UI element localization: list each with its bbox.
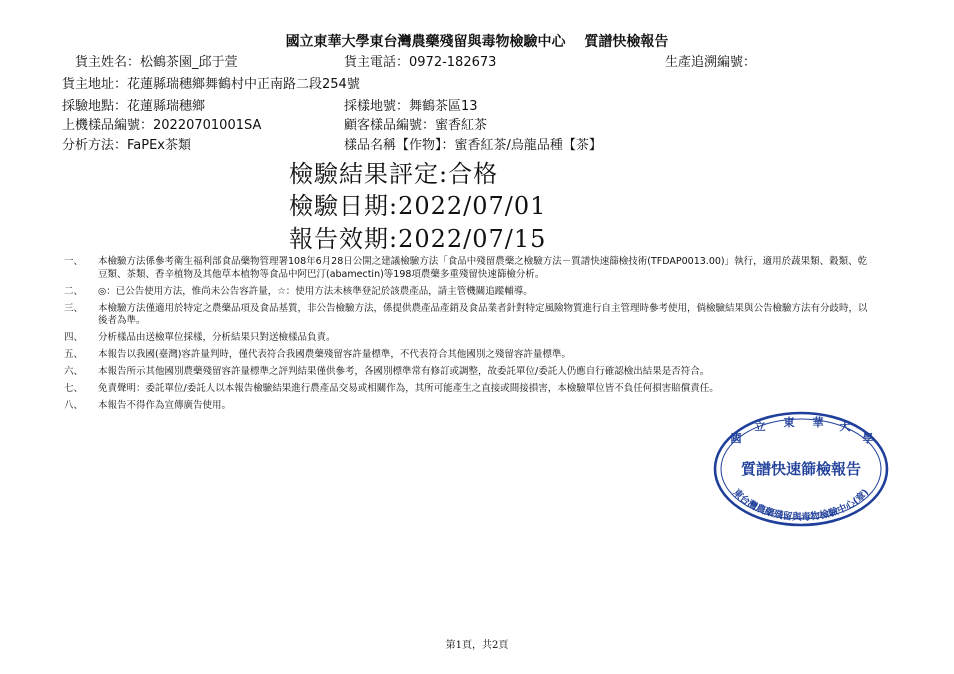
note-text: 本檢驗方法僅適用於特定之農藥品項及食品基質，非公告檢驗方法，係提供農產品產銷及食品業者針對特定風險物質進行自主管理時參考使用，倘檢驗結果與公告檢驗方法有分歧時，以後者為準。 — [98, 302, 868, 327]
note-item — [64, 256, 874, 281]
page-number: 第1頁，共2頁 — [445, 640, 509, 651]
seal-top-char: 國 — [730, 432, 742, 445]
note-number: 八、 — [64, 400, 84, 412]
notes-list — [64, 256, 874, 417]
note-item — [64, 332, 874, 345]
report-title: 國立東華大學東台灣農藥殘留與毒物檢驗中心 質譜快檢報告 — [285, 34, 669, 50]
upload-sample-number: 上機樣品編號：20220701001SA — [62, 118, 262, 133]
seal-top-char: 東 — [783, 416, 795, 429]
trace-number: 生產追溯編號： — [665, 55, 757, 70]
analysis-method: 分析方法：FaPEx茶類 — [62, 138, 191, 153]
result-evaluation: 檢驗結果評定:合格 — [289, 160, 499, 188]
seal-bottom-arc-text — [731, 486, 872, 523]
owner-phone: 貨主電話：0972-182673 — [344, 55, 497, 70]
note-item — [64, 383, 874, 396]
note-text: 免責聲明：委託單位/委託人以本報告檢驗結果進行農產品交易或相關作為，其所可能產生之直接或間接損害，本檢驗單位皆不負任何損害賠償責任。 — [98, 383, 719, 395]
note-number: 二、 — [64, 285, 84, 297]
customer-sample-number: 顧客樣品編號：蜜香紅茶 — [344, 118, 488, 133]
note-number: 七、 — [64, 383, 84, 395]
note-number: 四、 — [64, 332, 84, 344]
note-number: 一、 — [64, 256, 84, 267]
seal-top-char: 學 — [862, 432, 874, 445]
official-seal-stamp — [712, 410, 890, 528]
test-date: 檢驗日期:2022/07/01 — [289, 192, 547, 220]
seal-top-char: 立 — [754, 420, 766, 433]
seal-center-text: 質譜快速篩檢報告 — [740, 460, 862, 478]
note-text: 本檢驗方法係參考衛生福利部食品藥物管理署108年6月28日公開之建議檢驗方法「食品中殘留農藥之檢驗方法－質譜快速篩檢技術(TFDAP0013.00)」執行，適用於蔬果類、穀類、乾豆類、茶類、香辛植物及其他草本植物等食品中阿巴汀(abamectin)等198項農藥多重殘留快速篩檢分析。 — [98, 256, 868, 280]
owner-address: 貨主地址：花蓮縣瑞穗鄉舞鶴村中正南路二段254號 — [62, 77, 360, 92]
seal-top-char: 大 — [839, 420, 851, 433]
owner-name: 貨主姓名：松鶴茶園_邱于萱 — [75, 55, 238, 70]
note-number: 六、 — [64, 366, 84, 378]
note-text: 本報告以我國(臺灣)容許量判時，僅代表符合我國農藥殘留容許量標準，不代表符合其他國別之殘留容許量標準。 — [98, 349, 571, 361]
seal-bottom-arc-textpath: 東台灣農藥殘留與毒物檢驗中心(章) — [730, 487, 872, 524]
note-text: ◎：已公告使用方法，惟尚未公告容許量，☆：使用方法未核準登記於該農產品，請主管機關追蹤輔導。 — [98, 285, 533, 297]
sample-name: 樣品名稱【作物】：蜜香紅茶/烏龍品種【茶】 — [344, 138, 602, 153]
note-text: 分析樣品由送檢單位採樣，分析結果只對送檢樣品負責。 — [98, 332, 336, 344]
note-item — [64, 366, 874, 379]
note-item — [64, 303, 874, 328]
report-valid-date: 報告效期:2022/07/15 — [289, 225, 547, 253]
note-item — [64, 286, 874, 299]
note-text: 本報告不得作為宣傳廣告使用。 — [98, 400, 232, 412]
note-number: 五、 — [64, 349, 84, 361]
note-text: 本報告所示其他國別農藥殘留容許量標準之評判結果僅供參考，各國別標準常有修訂或調整，故委託單位/委託人仍應自行確認檢出結果是否符合。 — [98, 366, 710, 378]
note-item — [64, 349, 874, 362]
sampling-place: 採驗地點：花蓮縣瑞穗鄉 — [62, 99, 206, 114]
sampling-plot: 採樣地號：舞鶴茶區13 — [344, 99, 478, 114]
seal-top-char: 華 — [812, 416, 824, 429]
note-number: 三、 — [64, 302, 84, 314]
seal-graphic — [712, 410, 890, 528]
